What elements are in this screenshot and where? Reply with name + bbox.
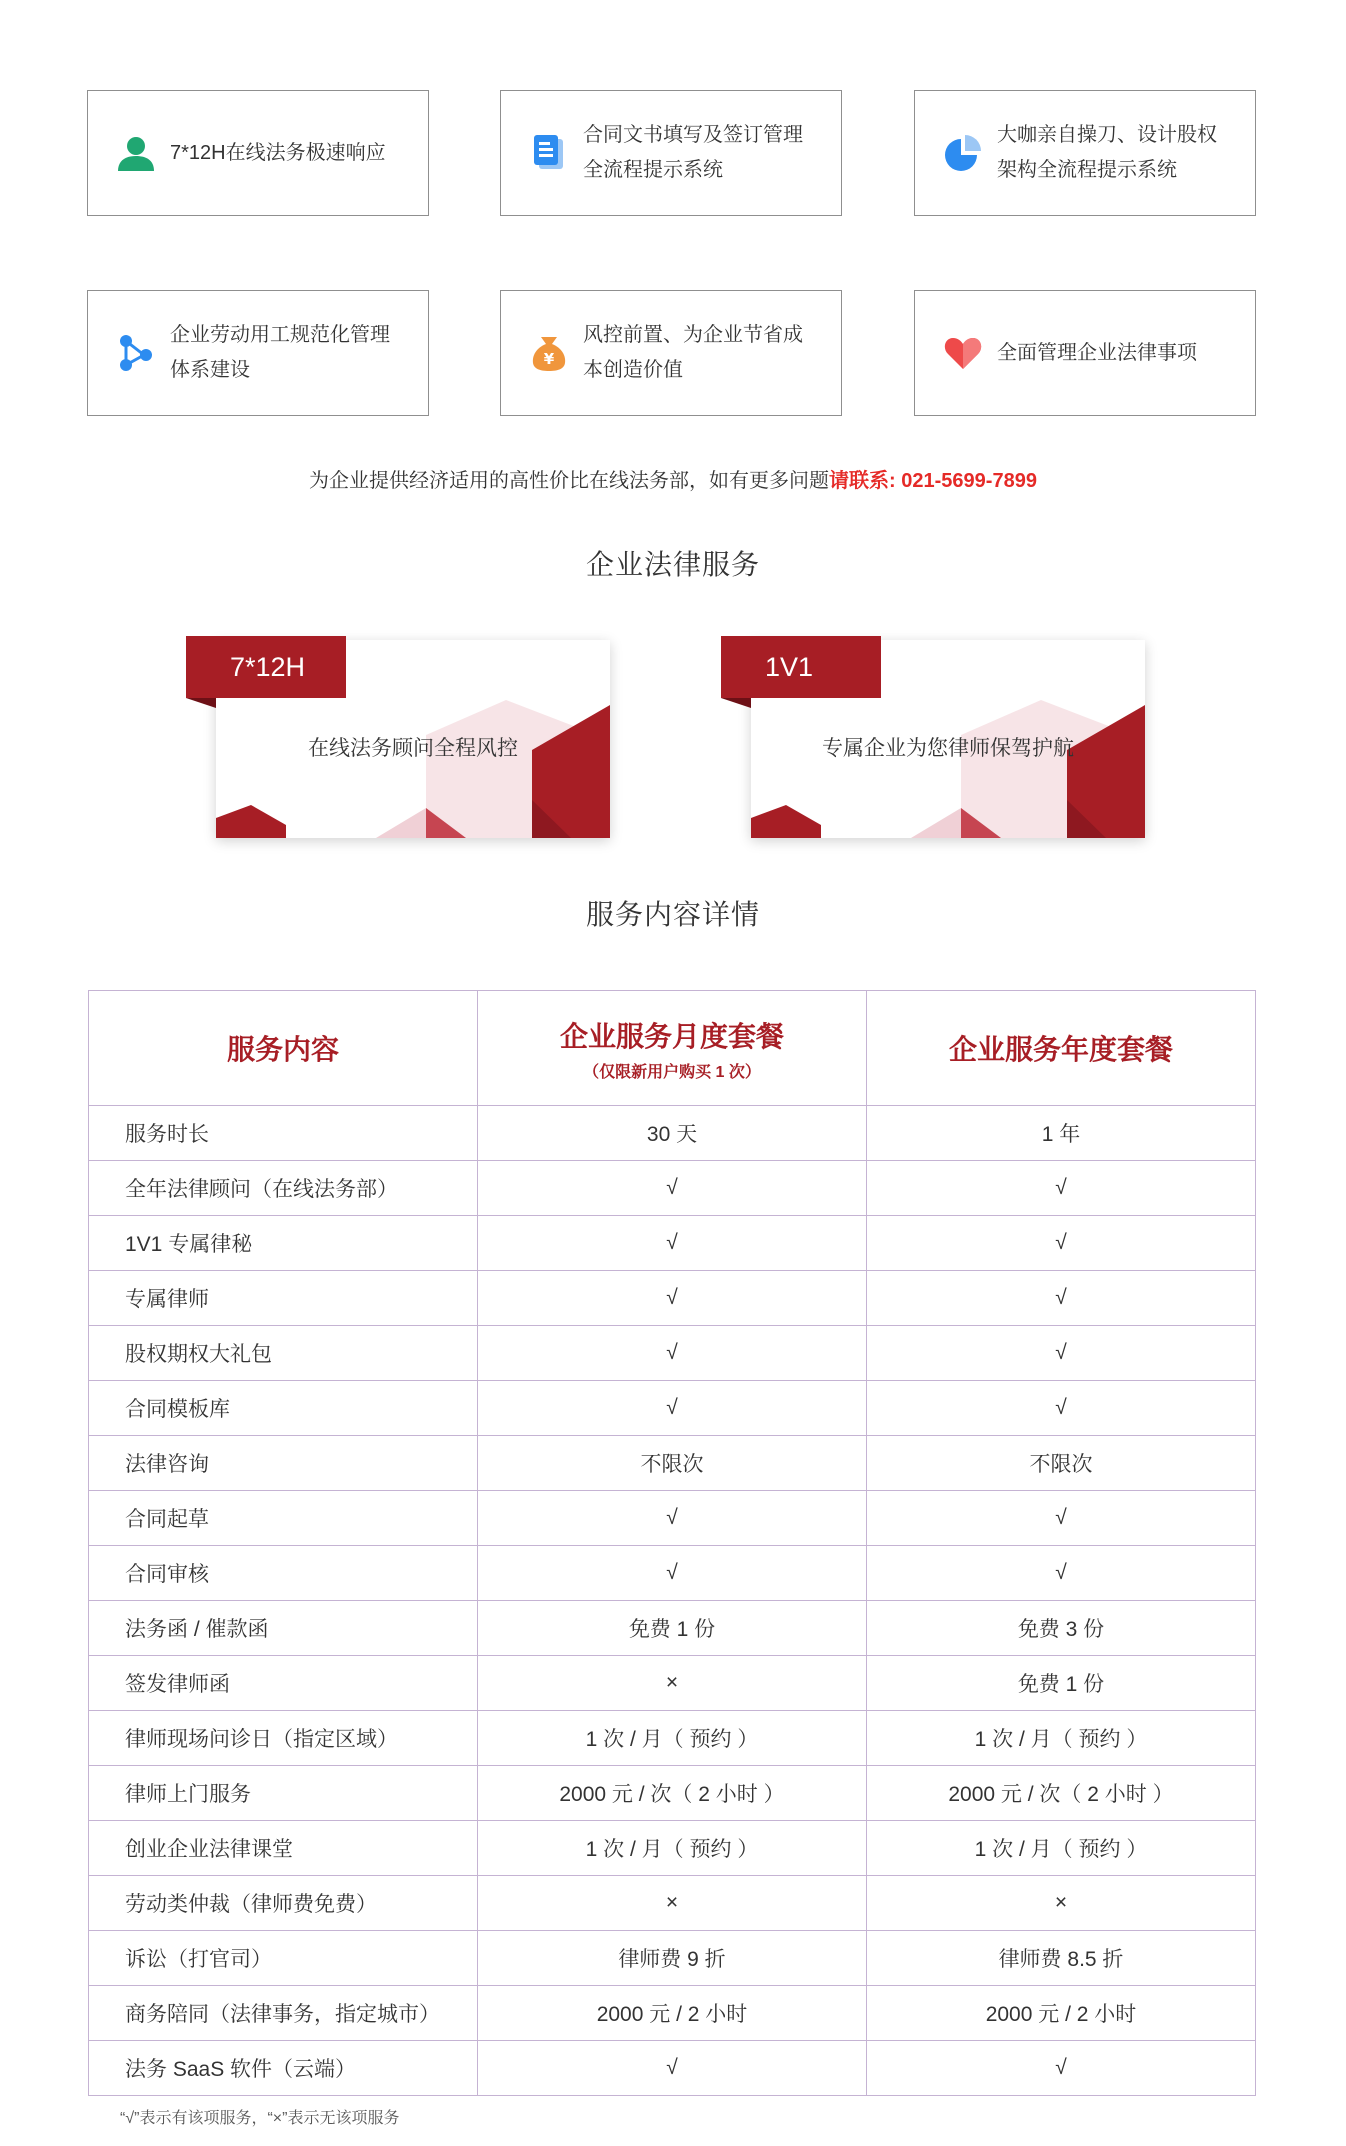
yearly-plan-cell: √ — [867, 1546, 1256, 1601]
yearly-plan-cell: √ — [867, 1491, 1256, 1546]
yearly-plan-cell: 1 次 / 月（ 预约 ） — [867, 1821, 1256, 1876]
table-row — [89, 1821, 1256, 1876]
yearly-plan-cell: √ — [867, 1271, 1256, 1326]
table-row — [89, 1326, 1256, 1381]
table-row — [89, 1876, 1256, 1931]
service-item-cell: 法律咨询 — [89, 1436, 478, 1491]
contact-phone[interactable]: 请联系: 021-5699-7899 — [829, 470, 1037, 492]
yearly-plan-cell: √ — [867, 1161, 1256, 1216]
pie-chart-icon — [943, 133, 983, 173]
monthly-plan-cell: 免费 1 份 — [478, 1601, 867, 1656]
card-tag: 7*12H — [186, 636, 346, 698]
yearly-plan-cell: 1 年 — [867, 1106, 1256, 1161]
service-item-cell: 商务陪同（法律事务，指定城市） — [89, 1986, 478, 2041]
monthly-plan-cell: √ — [478, 1216, 867, 1271]
service-item-cell: 合同审核 — [89, 1546, 478, 1601]
service-item-cell: 股权期权大礼包 — [89, 1326, 478, 1381]
monthly-plan-cell: 2000 元 / 2 小时 — [478, 1986, 867, 2041]
tag-fold — [186, 698, 216, 708]
table-row — [89, 1436, 1256, 1491]
svg-text:¥: ¥ — [543, 350, 555, 368]
card-text: 在线法务顾问全程风控 — [308, 737, 518, 760]
monthly-plan-cell: × — [478, 1656, 867, 1711]
service-item-cell: 诉讼（打官司） — [89, 1931, 478, 1986]
yearly-plan-cell: 2000 元 / 次（ 2 小时 ） — [867, 1766, 1256, 1821]
yearly-plan-cell: √ — [867, 1326, 1256, 1381]
table-row — [89, 1216, 1256, 1271]
service-item-cell: 劳动类仲裁（律师费免费） — [89, 1876, 478, 1931]
service-item-cell: 合同模板库 — [89, 1381, 478, 1436]
yearly-plan-cell: 不限次 — [867, 1436, 1256, 1491]
service-item-cell: 法务 SaaS 软件（云端） — [89, 2041, 478, 2096]
monthly-plan-cell: √ — [478, 2041, 867, 2096]
table-row — [89, 1601, 1256, 1656]
service-item-cell: 1V1 专属律秘 — [89, 1216, 478, 1271]
feature-full-legal-management: 全面管理企业法律事项 — [914, 290, 1256, 416]
service-item-cell: 法务函 / 催款函 — [89, 1601, 478, 1656]
service-item-cell: 专属律师 — [89, 1271, 478, 1326]
table-row — [89, 1491, 1256, 1546]
table-row — [89, 1986, 1256, 2041]
service-item-cell: 合同起草 — [89, 1491, 478, 1546]
feature-labor-management: 企业劳动用工规范化管理 体系建设 — [87, 290, 429, 416]
header-monthly-note: （仅限新用户购买 1 次） — [583, 1063, 761, 1081]
heart-icon — [943, 333, 983, 373]
section-title-legal-services: 企业法律服务 — [585, 549, 760, 580]
section-title-service-details: 服务内容详情 — [585, 899, 760, 930]
service-item-cell: 律师上门服务 — [89, 1766, 478, 1821]
header-monthly-plan: 企业服务月度套餐 （仅限新用户购买 1 次） — [478, 991, 867, 1106]
monthly-plan-cell: × — [478, 1876, 867, 1931]
service-table — [88, 990, 1256, 2096]
feature-equity-design: 大咖亲自操刀、设计股权 架构全流程提示系统 — [914, 90, 1256, 216]
table-row — [89, 1271, 1256, 1326]
yearly-plan-cell: × — [867, 1876, 1256, 1931]
footnote: “√”表示有该项服务，“×”表示无该项服务 — [120, 2110, 400, 2127]
yearly-plan-cell: 律师费 8.5 折 — [867, 1931, 1256, 1986]
yearly-plan-cell: √ — [867, 2041, 1256, 2096]
monthly-plan-cell: √ — [478, 1161, 867, 1216]
yearly-plan-cell: √ — [867, 1216, 1256, 1271]
table-row — [89, 1161, 1256, 1216]
contact-text: 为企业提供经济适用的高性价比在线法务部，如有更多问题 — [309, 470, 830, 492]
monthly-plan-cell: 不限次 — [478, 1436, 867, 1491]
feature-online-legal: 7*12H在线法务极速响应 — [87, 90, 429, 216]
money-bag-icon — [529, 333, 569, 373]
contact-line — [0, 464, 1346, 493]
monthly-plan-cell: 1 次 / 月（ 预约 ） — [478, 1711, 867, 1766]
share-network-icon — [116, 333, 156, 373]
table-row — [89, 1766, 1256, 1821]
feature-contract-management: 合同文书填写及签订管理 全流程提示系统 — [500, 90, 842, 216]
monthly-plan-cell: 30 天 — [478, 1106, 867, 1161]
user-icon — [116, 133, 156, 173]
table-row — [89, 2041, 1256, 2096]
monthly-plan-cell: 2000 元 / 次（ 2 小时 ） — [478, 1766, 867, 1821]
document-icon — [529, 133, 569, 173]
monthly-plan-cell: √ — [478, 1271, 867, 1326]
service-item-cell: 签发律师函 — [89, 1656, 478, 1711]
tag-fold — [721, 698, 751, 708]
table-row — [89, 1106, 1256, 1161]
monthly-plan-cell: √ — [478, 1381, 867, 1436]
service-item-cell: 创业企业法律课堂 — [89, 1821, 478, 1876]
card-text: 专属企业为您律师保驾护航 — [822, 737, 1074, 760]
table-row — [89, 1931, 1256, 1986]
card-tag: 1V1 — [721, 636, 881, 698]
table-row — [89, 1711, 1256, 1766]
table-row — [89, 1381, 1256, 1436]
service-item-cell: 全年法律顾问（在线法务部） — [89, 1161, 478, 1216]
table-row — [89, 1656, 1256, 1711]
monthly-plan-cell: √ — [478, 1326, 867, 1381]
yearly-plan-cell: √ — [867, 1381, 1256, 1436]
table-header-row — [89, 991, 1256, 1106]
yearly-plan-cell: 1 次 / 月（ 预约 ） — [867, 1711, 1256, 1766]
service-item-cell: 服务时长 — [89, 1106, 478, 1161]
yearly-plan-cell: 免费 3 份 — [867, 1601, 1256, 1656]
yearly-plan-cell: 2000 元 / 2 小时 — [867, 1986, 1256, 2041]
table-row — [89, 1546, 1256, 1601]
header-yearly-plan: 企业服务年度套餐 — [867, 991, 1256, 1106]
monthly-plan-cell: 律师费 9 折 — [478, 1931, 867, 1986]
monthly-plan-cell: 1 次 / 月（ 预约 ） — [478, 1821, 867, 1876]
yearly-plan-cell: 免费 1 份 — [867, 1656, 1256, 1711]
header-service-content: 服务内容 — [89, 991, 478, 1106]
feature-risk-control: ¥ 风控前置、为企业节省成 本创造价值 — [500, 290, 842, 416]
monthly-plan-cell: √ — [478, 1546, 867, 1601]
service-item-cell: 律师现场问诊日（指定区域） — [89, 1711, 478, 1766]
monthly-plan-cell: √ — [478, 1491, 867, 1546]
